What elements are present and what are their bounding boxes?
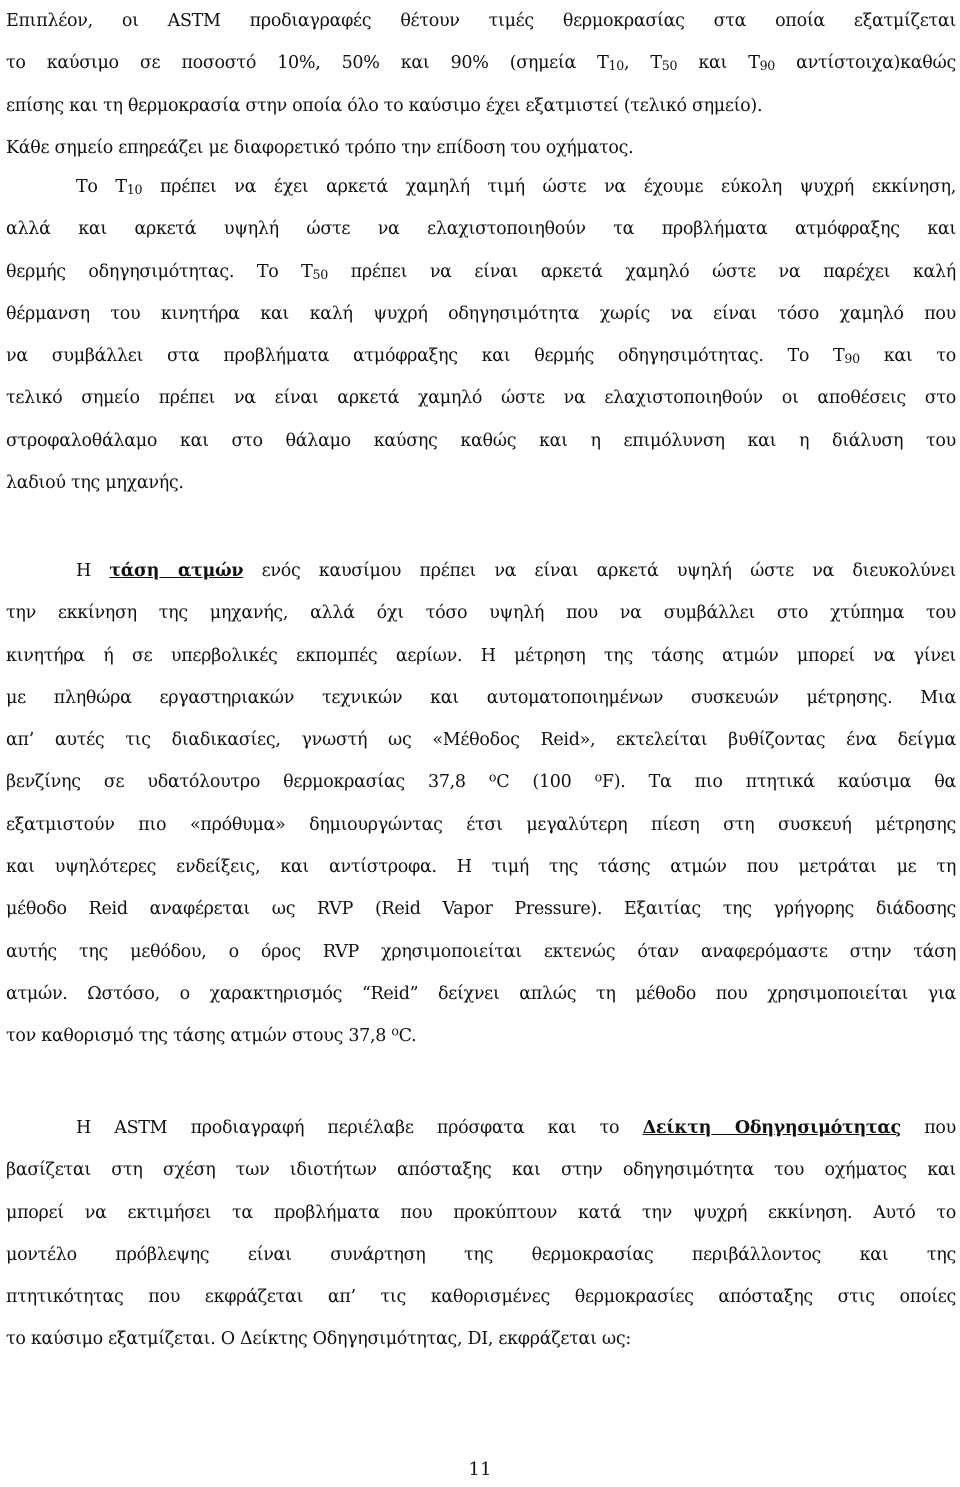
text-line: την εκκίνηση της μηχανής, αλλά όχι τόσο υψηλή που να συμβάλλει στο χτύπημα του: [6, 603, 956, 624]
text-line: με πληθώρα εργαστηριακών τεχνικών και αυτοματοποιημένων συσκευών μέτρησης. Μια: [6, 687, 956, 708]
text-line: το καύσιμο σε ποσοστό 10%, 50% και 90% (σημεία $T_{10}$, $T_{50}$ και $T_{90}$ αντίστοιχα)καθώς: [6, 53, 956, 74]
text-line: μέθοδο Reid αναφέρεται ως RVP (Reid Vapor Pressure). Εξαιτίας της γρήγορης διάδοσης: [6, 899, 956, 920]
text-line: μπορεί να εκτιμήσει τα προβλήματα που προκύπτουν κατά την ψυχρή εκκίνηση. Αυτό το: [6, 1202, 956, 1223]
text-line: θερμής οδηγησιμότητας. Το $T_{50}$ πρέπει να είναι αρκετά χαμηλό ώστε να παρέχει καλή: [6, 261, 956, 282]
text-line: θέρμανση του κινητήρα και καλή ψυχρή οδηγησιμότητα χωρίς να είναι τόσο χαμηλό που: [6, 303, 956, 324]
paragraph-1: [6, 0, 956, 169]
page-number: 11: [468, 1459, 492, 1480]
text-line: πτητικότητας που εκφράζεται απ’ τις καθορισμένες θερμοκρασίες απόσταξης στις οποίες: [6, 1287, 956, 1308]
text-line: να συμβάλλει στα προβλήματα ατμόφραξης και θερμής οδηγησιμότητας. Το $T_{90}$ και το: [6, 346, 956, 367]
text-line: το καύσιμο εξατμίζεται. Ο Δείκτης Οδηγησιμότητας, DI, εκφράζεται ως:: [6, 1329, 631, 1350]
text-line: Επιπλέον, οι ASTM προδιαγραφές θέτουν τιμές θερμοκρασίας στα οποία εξατμίζεται: [6, 11, 956, 31]
text-line: τον καθορισμό της τάσης ατμών στους 37,8 $^o$C.: [6, 1023, 417, 1047]
text-line: μοντέλο πρόβλεψης είναι συνάρτηση της θερμοκρασίας περιβάλλοντος και της: [6, 1244, 956, 1265]
term-vapor-pressure: τάση ατμών: [109, 561, 244, 581]
paragraph-4: [6, 1107, 956, 1361]
text-line: ατμών. Ωστόσο, ο χαρακτηρισμός “Reid” δείχνει απλώς τη μέθοδο που χρησιμοποιείται για: [6, 983, 956, 1004]
text-line: λαδιού της μηχανής.: [6, 473, 184, 494]
text-line: κινητήρα ή σε υπερβολικές εκπομπές αερίων. Η μέτρηση της τάσης ατμών μπορεί να γίνει: [6, 645, 956, 666]
text-line: βενζίνης σε υδατόλουτρο θερμοκρασίας 37,8 $^o$C (100 $^o$F). Τα πιο πτητικά καύσιμα θα: [6, 769, 956, 793]
text-line: Το $T_{10}$ πρέπει να έχει αρκετά χαμηλή τιμή ώστε να έχουμε εύκολη ψυχρή εκκίνηση,: [76, 177, 956, 197]
text-line: και υψηλότερες ενδείξεις, και αντίστροφα. Η τιμή της τάσης ατμών που μετράται με τη: [6, 857, 956, 878]
text-line: εξατμιστούν πιο «πρόθυμα» δημιουργώντας έτσι μεγαλύτερη πίεση στη συσκευή μέτρησης: [6, 814, 956, 835]
text-line: Κάθε σημείο επηρεάζει με διαφορετικό τρόπο την επίδοση του οχήματος.: [6, 137, 634, 158]
text-line: βασίζεται στη σχέση των ιδιοτήτων απόσταξης και στην οδηγησιμότητα του οχήματος και: [6, 1160, 956, 1181]
text-line: αλλά και αρκετά υψηλή ώστε να ελαχιστοποιηθούν τα προβλήματα ατμόφραξης και: [6, 219, 956, 240]
text-line: επίσης και τη θερμοκρασία στην οποία όλο το καύσιμο έχει εξατμιστεί (τελικό σημείο).: [6, 95, 763, 116]
text-line: Η ASTM προδιαγραφή περιέλαβε πρόσφατα και το Δείκτη Οδηγησιμότητας που: [76, 1118, 956, 1138]
text-line: αυτής της μεθόδου, ο όρος RVP χρησιμοποιείται εκτενώς όταν αναφερόμαστε στην τάση: [6, 941, 956, 962]
text-line: τελικό σημείο πρέπει να είναι αρκετά χαμηλό ώστε να ελαχιστοποιηθούν οι αποθέσεις στο: [6, 388, 956, 409]
paragraph-2: [6, 166, 956, 504]
paragraph-3: [6, 550, 956, 1058]
text-line: στροφαλοθάλαμο και στο θάλαμο καύσης καθώς και η επιμόλυνση και η διάλυση του: [6, 430, 956, 451]
text-line: απ’ αυτές τις διαδικασίες, γνωστή ως «Μέθοδος Reid», εκτελείται βυθίζοντας ένα δείγμα: [6, 730, 956, 751]
term-driveability-index: Δείκτη Οδηγησιμότητας: [642, 1118, 901, 1138]
text-line: Η τάση ατμών ενός καυσίμου πρέπει να είναι αρκετά υψηλή ώστε να διευκολύνει: [76, 561, 957, 581]
